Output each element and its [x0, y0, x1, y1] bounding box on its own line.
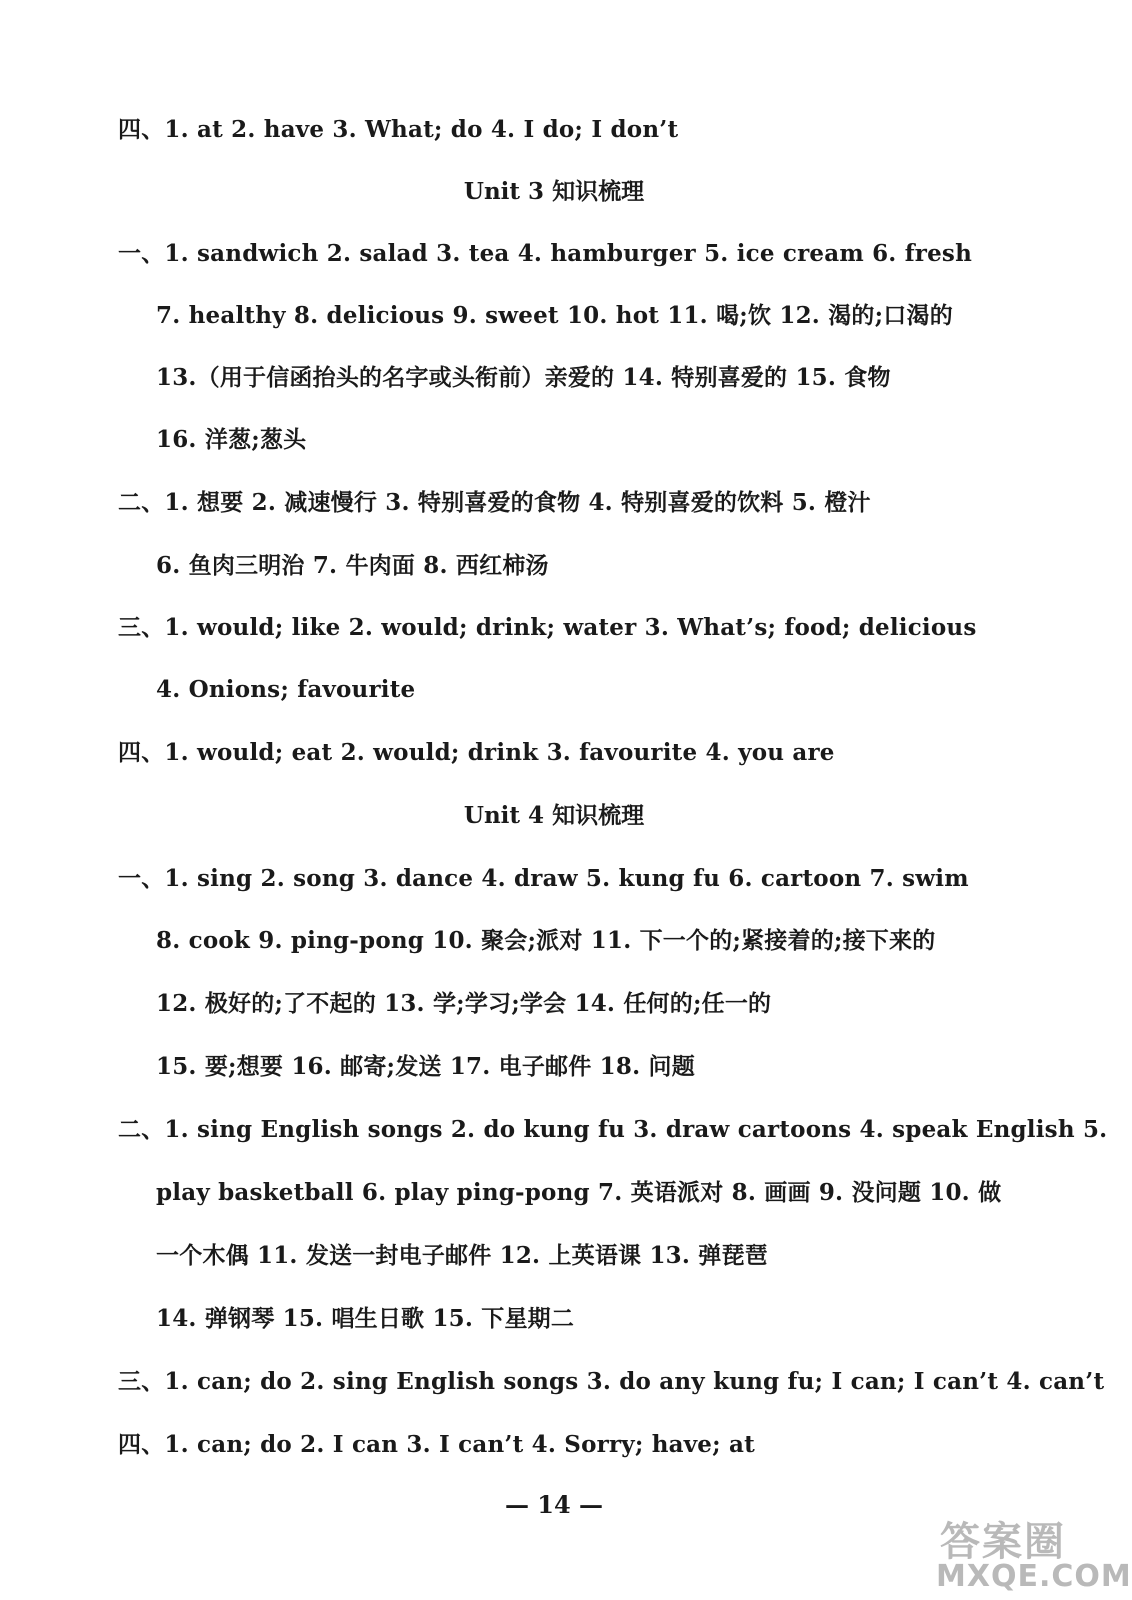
answer-line: 4. Onions; favourite — [156, 676, 416, 703]
page-number: — 14 — — [504, 1490, 604, 1519]
answer-line: 三、1. would; like 2. would; drink; water 3. What’s; food; delicious — [118, 614, 977, 641]
watermark-logo-text: 答案圈 — [940, 1519, 1066, 1565]
answer-line: 二、1. sing English songs 2. do kung fu 3. draw cartoons 4. speak English 5. — [118, 1116, 1108, 1143]
answer-line: 四、1. can; do 2. I can 3. I can’t 4. Sorry; have; at — [118, 1431, 755, 1458]
answer-line: 12. 极好的;了不起的 13. 学;学习;学会 14. 任何的;任一的 — [156, 990, 772, 1017]
section-heading-unit3: Unit 3 知识梳理 — [463, 178, 645, 205]
answer-line: 二、1. 想要 2. 减速慢行 3. 特别喜爱的食物 4. 特别喜爱的饮料 5. 橙汁 — [118, 489, 871, 516]
answer-line: 四、1. would; eat 2. would; drink 3. favourite 4. you are — [118, 739, 835, 766]
answer-line: 四、1. at 2. have 3. What; do 4. I do; I don’t — [118, 116, 679, 143]
answer-line: 一、1. sandwich 2. salad 3. tea 4. hamburger 5. ice cream 6. fresh — [118, 240, 973, 267]
answer-line: 15. 要;想要 16. 邮寄;发送 17. 电子邮件 18. 问题 — [156, 1053, 695, 1080]
answer-line: 8. cook 9. ping-pong 10. 聚会;派对 11. 下一个的;紧接着的;接下来的 — [156, 927, 936, 954]
answer-line: 7. healthy 8. delicious 9. sweet 10. hot 11. 喝;饮 12. 渴的;口渴的 — [156, 302, 953, 329]
answer-line: 14. 弹钢琴 15. 唱生日歌 15. 下星期二 — [156, 1305, 575, 1332]
answer-line: 6. 鱼肉三明治 7. 牛肉面 8. 西红柿汤 — [156, 552, 549, 579]
answer-line: 13.（用于信函抬头的名字或头衔前）亲爱的 14. 特别喜爱的 15. 食物 — [156, 364, 891, 391]
answer-line: 一个木偶 11. 发送一封电子邮件 12. 上英语课 13. 弹琵琶 — [156, 1242, 768, 1269]
site-watermark — [930, 1510, 1132, 1594]
answer-line: 16. 洋葱;葱头 — [156, 426, 307, 453]
answer-line: play basketball 6. play ping-pong 7. 英语派对 8. 画画 9. 没问题 10. 做 — [156, 1179, 1002, 1206]
section-heading-unit4: Unit 4 知识梳理 — [463, 802, 645, 829]
watermark-domain: MXQE.COM — [936, 1559, 1132, 1594]
answer-line: 一、1. sing 2. song 3. dance 4. draw 5. kung fu 6. cartoon 7. swim — [118, 865, 969, 892]
answer-line: 三、1. can; do 2. sing English songs 3. do any kung fu; I can; I can’t 4. can’t — [118, 1368, 1105, 1395]
